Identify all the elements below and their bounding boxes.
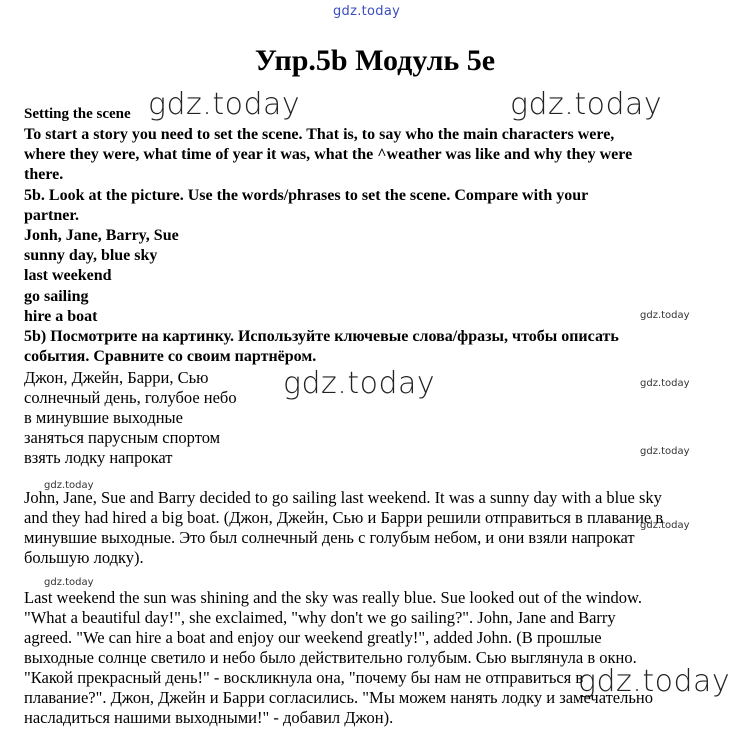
answer-line: "Какой прекрасный день!" - воскликнула она, "почему бы нам не отправиться в bbox=[24, 668, 584, 687]
task-line: события. Сравните со своим партнёром. bbox=[24, 348, 317, 365]
keyword-item: sunny day, blue sky bbox=[24, 247, 158, 264]
watermark-small: gdz.today bbox=[640, 446, 690, 457]
paragraph-line: To start a story you need to set the scene. That is, to say who the main characters were, bbox=[24, 126, 615, 143]
answer-line: плавание?". Джон, Джейн и Барри согласились. "Мы можем нанять лодку и замечательно bbox=[24, 688, 653, 707]
task-line: 5b) Посмотрите на картинку. Используйте ключевые слова/фразы, чтобы описать bbox=[24, 328, 619, 345]
watermark-large: gdz.today bbox=[510, 87, 663, 122]
keyword-item: Jonh, Jane, Barry, Sue bbox=[24, 227, 179, 244]
section-heading: Setting the scene bbox=[24, 106, 131, 122]
keyword-item: last weekend bbox=[24, 267, 112, 284]
answer-line: "What a beautiful day!", she exclaimed, "why don't we go sailing?". John, Jane and Barry bbox=[24, 608, 616, 627]
answer-line: agreed. "We can hire a boat and enjoy our weekend greatly!", added John. (В прошлые bbox=[24, 628, 602, 647]
task-line: 5b. Look at the picture. Use the words/phrases to set the scene. Compare with your bbox=[24, 187, 589, 204]
keyword-item: go sailing bbox=[24, 288, 89, 305]
keyword-item: hire a boat bbox=[24, 308, 98, 325]
watermark-small: gdz.today bbox=[44, 480, 94, 491]
watermark-small: gdz.today bbox=[44, 577, 94, 588]
keyword-item: заняться парусным спортом bbox=[24, 428, 221, 447]
keyword-item: в минувшие выходные bbox=[24, 408, 183, 427]
keyword-item: взять лодку напрокат bbox=[24, 448, 173, 467]
answer-line: выходные солнце светило и небо было действительно голубым. Сью выглянула в окно. bbox=[24, 648, 637, 667]
watermark-large: gdz.today bbox=[283, 366, 436, 401]
watermark-small: gdz.today bbox=[640, 520, 690, 531]
answer-line: and they had hired a big boat. (Джон, Джейн, Сью и Барри решили отправиться в плавание в bbox=[24, 508, 664, 527]
answer-line: минувшие выходные. Это был солнечный день с голубым небом, и они взяли напрокат bbox=[24, 528, 635, 547]
watermark-large: gdz.today bbox=[578, 664, 731, 699]
answer-line: Last weekend the sun was shining and the sky was really blue. Sue looked out of the window. bbox=[24, 588, 643, 607]
watermark-large: gdz.today bbox=[148, 87, 301, 122]
answer-line: насладиться нашими выходными!" - добавил Джон). bbox=[24, 708, 394, 727]
task-line: partner. bbox=[24, 207, 79, 224]
watermark-top: gdz.today bbox=[333, 4, 401, 19]
paragraph-line: there. bbox=[24, 166, 64, 183]
watermark-small: gdz.today bbox=[640, 378, 690, 389]
watermark-small: gdz.today bbox=[640, 310, 690, 321]
keyword-item: Джон, Джейн, Барри, Сью bbox=[24, 368, 209, 387]
answer-line: большую лодку). bbox=[24, 548, 144, 567]
keyword-item: солнечный день, голубое небо bbox=[24, 388, 237, 407]
answer-line: John, Jane, Sue and Barry decided to go sailing last weekend. It was a sunny day with a blue sky bbox=[24, 488, 662, 507]
paragraph-line: where they were, what time of year it was, what the ^weather was like and why they were bbox=[24, 146, 633, 163]
page-title: Упр.5b Модуль 5е bbox=[254, 44, 496, 77]
